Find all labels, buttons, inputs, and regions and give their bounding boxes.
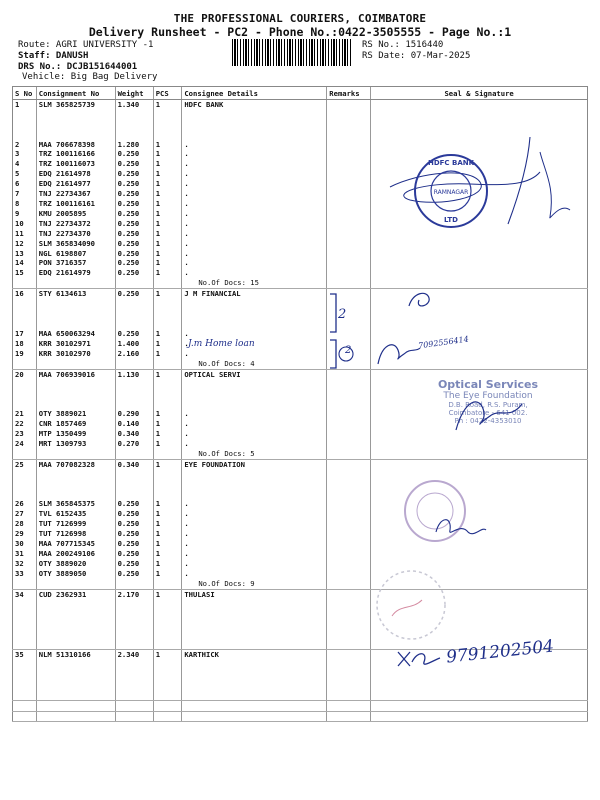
table-row xyxy=(13,539,588,549)
row-consignment-no: KMU 2005895 xyxy=(36,209,115,219)
docs-count-row xyxy=(13,278,588,289)
row-pcs: 1 xyxy=(153,549,182,559)
row-weight: 0.250 xyxy=(115,219,153,229)
row-pcs: 1 xyxy=(153,169,182,179)
spacer-row xyxy=(13,609,588,619)
row-sno: 20 xyxy=(13,369,37,379)
row-consignee: . xyxy=(182,409,327,419)
col-remarks: Remarks xyxy=(327,87,371,100)
row-consignment-no: SLM 365825739 xyxy=(36,100,115,110)
row-pcs: 1 xyxy=(153,419,182,429)
table-header-row xyxy=(13,87,588,100)
row-pcs: 1 xyxy=(153,249,182,259)
row-pcs: 1 xyxy=(153,409,182,419)
col-consignee: Consignee Details xyxy=(182,87,327,100)
row-pcs: 1 xyxy=(153,459,182,469)
row-consignee: . xyxy=(182,559,327,569)
row-consignee: . xyxy=(182,229,327,239)
spacer-row xyxy=(13,470,588,480)
row-consignee: . xyxy=(182,329,327,339)
row-seal-signature xyxy=(371,549,588,559)
row-consignment-no: KRR 30102970 xyxy=(36,349,115,359)
row-sno: 18 xyxy=(13,339,37,349)
row-consignee: . xyxy=(182,429,327,439)
row-weight: 0.250 xyxy=(115,539,153,549)
row-pcs: 1 xyxy=(153,159,182,169)
row-consignment-no: MRT 1309793 xyxy=(36,439,115,449)
row-consignee: . xyxy=(182,349,327,359)
row-sno: 4 xyxy=(13,159,37,169)
row-consignment-no: EDQ 21614977 xyxy=(36,179,115,189)
row-remarks xyxy=(327,249,371,259)
docs-count: No.Of Docs: 9 xyxy=(182,579,327,590)
row-remarks xyxy=(327,559,371,569)
remark-note-2a: 2 xyxy=(338,307,347,322)
row-consignee: . xyxy=(182,169,327,179)
row-seal-signature xyxy=(371,289,588,299)
table-row xyxy=(13,339,588,349)
row-consignee: . xyxy=(182,339,327,349)
table-row xyxy=(13,549,588,559)
row-consignee: . xyxy=(182,219,327,229)
row-pcs: 1 xyxy=(153,569,182,579)
karthick-signature xyxy=(394,646,444,672)
remarks-bracket-2 xyxy=(326,338,356,372)
row-weight: 1.130 xyxy=(115,369,153,379)
drs-number: DRS No.: DCJB151644001 xyxy=(18,62,138,72)
row-remarks xyxy=(327,539,371,549)
row-remarks xyxy=(327,429,371,439)
row-consignment-no: TRZ 100116166 xyxy=(36,149,115,159)
row-consignee: . xyxy=(182,179,327,189)
row-consignee: . xyxy=(182,549,327,559)
row-pcs: 1 xyxy=(153,100,182,110)
row-weight: 0.250 xyxy=(115,559,153,569)
row-consignee: OPTICAL SERVI xyxy=(182,369,327,379)
row-consignee: . xyxy=(182,519,327,529)
row-remarks xyxy=(327,459,371,469)
row-weight: 1.340 xyxy=(115,100,153,110)
row-consignee: . xyxy=(182,199,327,209)
row-weight: 0.250 xyxy=(115,169,153,179)
row-consignee: . xyxy=(182,159,327,169)
row-remarks xyxy=(327,499,371,509)
row-consignment-no: KRR 30102971 xyxy=(36,339,115,349)
row-remarks xyxy=(327,159,371,169)
row-weight: 0.250 xyxy=(115,268,153,278)
row-remarks xyxy=(327,169,371,179)
row-consignment-no: TNJ 22734370 xyxy=(36,229,115,239)
row-pcs: 1 xyxy=(153,349,182,359)
row-sno: 30 xyxy=(13,539,37,549)
row-sno: 17 xyxy=(13,329,37,339)
row-remarks xyxy=(327,549,371,559)
table-row xyxy=(13,329,588,339)
row-pcs: 1 xyxy=(153,229,182,239)
table-row xyxy=(13,559,588,569)
row-weight: 0.250 xyxy=(115,249,153,259)
spacer-row xyxy=(13,700,588,711)
row-sno: 26 xyxy=(13,499,37,509)
row-sno: 22 xyxy=(13,419,37,429)
row-consignee: . xyxy=(182,249,327,259)
row-weight: 2.170 xyxy=(115,589,153,599)
table-row xyxy=(13,100,588,110)
row-remarks xyxy=(327,179,371,189)
row-pcs: 1 xyxy=(153,559,182,569)
row-remarks xyxy=(327,650,371,660)
rs-date: RS Date: 07-Mar-2025 xyxy=(362,51,471,61)
row-remarks xyxy=(327,229,371,239)
row-consignee: THULASI xyxy=(182,589,327,599)
row-pcs: 1 xyxy=(153,140,182,150)
table-row xyxy=(13,249,588,259)
spacer-row xyxy=(13,629,588,639)
row-consignee: . xyxy=(182,569,327,579)
row-consignment-no: MAA 707082328 xyxy=(36,459,115,469)
row-remarks xyxy=(327,409,371,419)
row-sno: 19 xyxy=(13,349,37,359)
table-row xyxy=(13,289,588,299)
runsheet-title: Delivery Runsheet - PC2 - Phone No.:0422-3505555 - Page No.:1 xyxy=(88,25,512,39)
row-sno: 15 xyxy=(13,268,37,278)
row-consignment-no: MAA 200249106 xyxy=(36,549,115,559)
row-weight: 0.250 xyxy=(115,159,153,169)
row-weight: 0.250 xyxy=(115,549,153,559)
spacer-row xyxy=(13,600,588,610)
row-consignment-no: TVL 6152435 xyxy=(36,509,115,519)
row-pcs: 1 xyxy=(153,439,182,449)
row-sno: 10 xyxy=(13,219,37,229)
row-weight: 0.250 xyxy=(115,509,153,519)
company-title: THE PROFESSIONAL COURIERS, COIMBATORE xyxy=(173,12,427,25)
row-pcs: 1 xyxy=(153,589,182,599)
row-weight: 0.250 xyxy=(115,569,153,579)
row-remarks xyxy=(327,268,371,278)
row-sno: 1 xyxy=(13,100,37,110)
row-consignment-no: MTP 1350499 xyxy=(36,429,115,439)
row-weight: 0.250 xyxy=(115,209,153,219)
row-sno: 13 xyxy=(13,249,37,259)
row-weight: 0.140 xyxy=(115,419,153,429)
spacer-row xyxy=(13,680,588,690)
row-remarks xyxy=(327,529,371,539)
row-consignee: J M FINANCIAL xyxy=(182,289,327,299)
row-remarks xyxy=(327,239,371,249)
row-sno: 31 xyxy=(13,549,37,559)
barcode xyxy=(232,39,352,66)
row-consignment-no: OTY 3889021 xyxy=(36,409,115,419)
row-weight: 0.250 xyxy=(115,529,153,539)
row-seal-signature xyxy=(371,100,588,110)
row-remarks xyxy=(327,509,371,519)
row-consignee: . xyxy=(182,419,327,429)
optical-stamp-name: Optical Services xyxy=(437,378,539,391)
row-weight: 0.340 xyxy=(115,429,153,439)
optical-stamp-line4: Coimbatore - 641 002. xyxy=(448,409,528,417)
row-sno: 16 xyxy=(13,289,37,299)
remark-note-2b: 2 xyxy=(345,345,352,356)
row-weight: 0.250 xyxy=(115,179,153,189)
row-remarks xyxy=(327,569,371,579)
row-consignment-no: TUT 7126999 xyxy=(36,519,115,529)
spacer-row xyxy=(13,299,588,309)
docs-count xyxy=(182,690,327,701)
row-pcs: 1 xyxy=(153,369,182,379)
row-seal-signature xyxy=(371,239,588,249)
docs-count: No.Of Docs: 4 xyxy=(182,359,327,370)
spacer-row xyxy=(13,619,588,629)
docs-count xyxy=(182,639,327,650)
row-weight: 0.250 xyxy=(115,199,153,209)
row-sno: 29 xyxy=(13,529,37,539)
row-sno: 5 xyxy=(13,169,37,179)
optical-stamp-line2: The Eye Foundation xyxy=(443,391,533,401)
row-pcs: 1 xyxy=(153,199,182,209)
row-consignee: . xyxy=(182,189,327,199)
row-remarks xyxy=(327,140,371,150)
spacer-row xyxy=(13,110,588,120)
docs-count-row xyxy=(13,690,588,701)
row-pcs: 1 xyxy=(153,529,182,539)
row-consignment-no: TUT 7126998 xyxy=(36,529,115,539)
row-sno: 11 xyxy=(13,229,37,239)
row-seal-signature xyxy=(371,258,588,268)
row-sno: 34 xyxy=(13,589,37,599)
row-sno: 25 xyxy=(13,459,37,469)
optical-signature xyxy=(450,390,530,440)
row-consignment-no: MAA 706678398 xyxy=(36,140,115,150)
table-row xyxy=(13,239,588,249)
table-row xyxy=(13,459,588,469)
row-remarks xyxy=(327,100,371,110)
row-seal-signature xyxy=(371,268,588,278)
row-weight: 0.250 xyxy=(115,289,153,299)
row-pcs: 1 xyxy=(153,149,182,159)
row-pcs: 1 xyxy=(153,539,182,549)
spacer-row xyxy=(13,309,588,319)
row-consignment-no: EDQ 21614979 xyxy=(36,268,115,278)
row-sno: 24 xyxy=(13,439,37,449)
col-weight: Weight xyxy=(115,87,153,100)
row-consignee: EYE FOUNDATION xyxy=(182,459,327,469)
row-weight: 1.280 xyxy=(115,140,153,150)
row-sno: 27 xyxy=(13,509,37,519)
thulasi-stamp xyxy=(372,566,450,644)
row-remarks xyxy=(327,209,371,219)
spacer-row xyxy=(13,319,588,329)
row-pcs: 1 xyxy=(153,509,182,519)
row-sno: 2 xyxy=(13,140,37,150)
row-remarks xyxy=(327,219,371,229)
rs-number: RS No.: 1516440 xyxy=(362,40,444,50)
row-weight: 0.290 xyxy=(115,409,153,419)
table-row xyxy=(13,509,588,519)
row-sno: 9 xyxy=(13,209,37,219)
spacer-row xyxy=(13,670,588,680)
row-sno: 33 xyxy=(13,569,37,579)
docs-count: No.Of Docs: 15 xyxy=(182,278,327,289)
table-row xyxy=(13,349,588,359)
docs-count-row xyxy=(13,579,588,590)
row-consignee: HDFC BANK xyxy=(182,100,327,110)
row-weight: 0.270 xyxy=(115,439,153,449)
jm-signature-2 xyxy=(374,338,424,368)
row-sno: 23 xyxy=(13,429,37,439)
row-weight: 0.250 xyxy=(115,229,153,239)
row-weight: 0.250 xyxy=(115,329,153,339)
row-consignment-no: MAA 707715345 xyxy=(36,539,115,549)
table-row xyxy=(13,268,588,278)
row-consignment-no: TRZ 100116161 xyxy=(36,199,115,209)
row-seal-signature xyxy=(371,249,588,259)
col-sno: S No xyxy=(13,87,37,100)
row-consignment-no: TNJ 22734372 xyxy=(36,219,115,229)
row-consignee: . xyxy=(182,439,327,449)
vehicle-label: Vehicle: Big Bag Delivery xyxy=(22,72,158,82)
spacer-row xyxy=(13,480,588,490)
row-consignee: . xyxy=(182,209,327,219)
row-consignment-no: STY 6134613 xyxy=(36,289,115,299)
row-pcs: 1 xyxy=(153,519,182,529)
row-weight: 0.250 xyxy=(115,189,153,199)
row-seal-signature xyxy=(371,439,588,449)
row-sno: 21 xyxy=(13,409,37,419)
row-consignee: KARTHICK xyxy=(182,650,327,660)
row-remarks xyxy=(327,589,371,599)
spacer-row xyxy=(13,711,588,722)
row-consignment-no: OTY 3889050 xyxy=(36,569,115,579)
row-consignment-no: EDQ 21614978 xyxy=(36,169,115,179)
row-weight: 2.160 xyxy=(115,349,153,359)
jm-signature-1 xyxy=(405,288,435,314)
row-consignee: . xyxy=(182,268,327,278)
row-pcs: 1 xyxy=(153,179,182,189)
row-consignment-no: PON 3716357 xyxy=(36,258,115,268)
row-pcs: 1 xyxy=(153,258,182,268)
row-remarks xyxy=(327,439,371,449)
row-weight: 0.250 xyxy=(115,519,153,529)
row-consignment-no: TRZ 100116073 xyxy=(36,159,115,169)
row-pcs: 1 xyxy=(153,209,182,219)
row-remarks xyxy=(327,258,371,268)
row-consignee: . xyxy=(182,258,327,268)
row-weight: 1.400 xyxy=(115,339,153,349)
table-row xyxy=(13,569,588,579)
row-weight: 0.250 xyxy=(115,149,153,159)
col-pcs: PCS xyxy=(153,87,182,100)
table-row xyxy=(13,258,588,268)
table-row xyxy=(13,519,588,529)
row-sno: 8 xyxy=(13,199,37,209)
row-consignee: . xyxy=(182,149,327,159)
row-pcs: 1 xyxy=(153,268,182,278)
row-weight: 2.340 xyxy=(115,650,153,660)
row-sno: 12 xyxy=(13,239,37,249)
route-label: Route: AGRI UNIVERSITY -1 xyxy=(18,40,154,50)
docs-count: No.Of Docs: 5 xyxy=(182,449,327,460)
row-sno: 6 xyxy=(13,179,37,189)
spacer-row xyxy=(13,489,588,499)
row-pcs: 1 xyxy=(153,650,182,660)
row-consignment-no: SLM 365845375 xyxy=(36,499,115,509)
row-consignment-no: MAA 650063294 xyxy=(36,329,115,339)
docs-count-row xyxy=(13,449,588,460)
row-consignee: . xyxy=(182,499,327,509)
row-consignment-no: SLM 365834090 xyxy=(36,239,115,249)
row-seal-signature xyxy=(371,459,588,469)
row-consignment-no: OTY 3889020 xyxy=(36,559,115,569)
eye-foundation-signature xyxy=(430,512,490,542)
docs-count-row xyxy=(13,359,588,370)
optical-stamp-line5: Ph : 0422-4353010 xyxy=(454,417,522,425)
row-sno: 14 xyxy=(13,258,37,268)
row-weight: 0.340 xyxy=(115,459,153,469)
row-weight: 0.250 xyxy=(115,258,153,268)
row-sno: 32 xyxy=(13,559,37,569)
jm-home-loan-note: J.m Home loan xyxy=(188,339,255,349)
table-row xyxy=(13,589,588,599)
row-weight: 0.250 xyxy=(115,239,153,249)
row-consignee: . xyxy=(182,239,327,249)
row-remarks xyxy=(327,149,371,159)
row-remarks xyxy=(327,419,371,429)
row-consignee: . xyxy=(182,539,327,549)
table-row xyxy=(13,499,588,509)
col-seal: Seal & Signature xyxy=(371,87,588,100)
hdfc-stamp-place: RAMNAGAR xyxy=(433,189,469,196)
row-sno: 3 xyxy=(13,149,37,159)
row-consignment-no: CNR 1857469 xyxy=(36,419,115,429)
row-sno: 7 xyxy=(13,189,37,199)
row-weight: 0.250 xyxy=(115,499,153,509)
row-consignment-no: NLM 51310166 xyxy=(36,650,115,660)
row-remarks xyxy=(327,199,371,209)
col-consignment: Consignment No xyxy=(36,87,115,100)
row-pcs: 1 xyxy=(153,239,182,249)
hdfc-stamp-ltd: LTD xyxy=(444,216,458,224)
row-pcs: 1 xyxy=(153,429,182,439)
row-remarks xyxy=(327,189,371,199)
row-pcs: 1 xyxy=(153,289,182,299)
row-consignment-no: MAA 706939016 xyxy=(36,369,115,379)
row-consignment-no: NGL 6198807 xyxy=(36,249,115,259)
row-sno: 35 xyxy=(13,650,37,660)
row-pcs: 1 xyxy=(153,219,182,229)
row-pcs: 1 xyxy=(153,329,182,339)
row-pcs: 1 xyxy=(153,189,182,199)
optical-stamp-line3: D.B. Road, R.S. Puram, xyxy=(448,401,528,409)
table-row xyxy=(13,439,588,449)
row-pcs: 1 xyxy=(153,339,182,349)
table-row xyxy=(13,529,588,539)
row-consignee: . xyxy=(182,509,327,519)
hdfc-stamp xyxy=(410,150,492,232)
row-consignment-no: TNJ 22734367 xyxy=(36,189,115,199)
phone-note-1: 7092556414 xyxy=(417,334,470,351)
phone-note-2: 9791202504 xyxy=(445,636,555,668)
row-consignee: . xyxy=(182,529,327,539)
row-consignment-no: CUD 2362931 xyxy=(36,589,115,599)
spacer-row xyxy=(13,120,588,130)
staff-label: Staff: DANUSH xyxy=(18,51,89,61)
row-pcs: 1 xyxy=(153,499,182,509)
row-remarks xyxy=(327,519,371,529)
row-consignee: . xyxy=(182,140,327,150)
row-sno: 28 xyxy=(13,519,37,529)
hdfc-stamp-text: HDFC BANK xyxy=(427,159,475,167)
